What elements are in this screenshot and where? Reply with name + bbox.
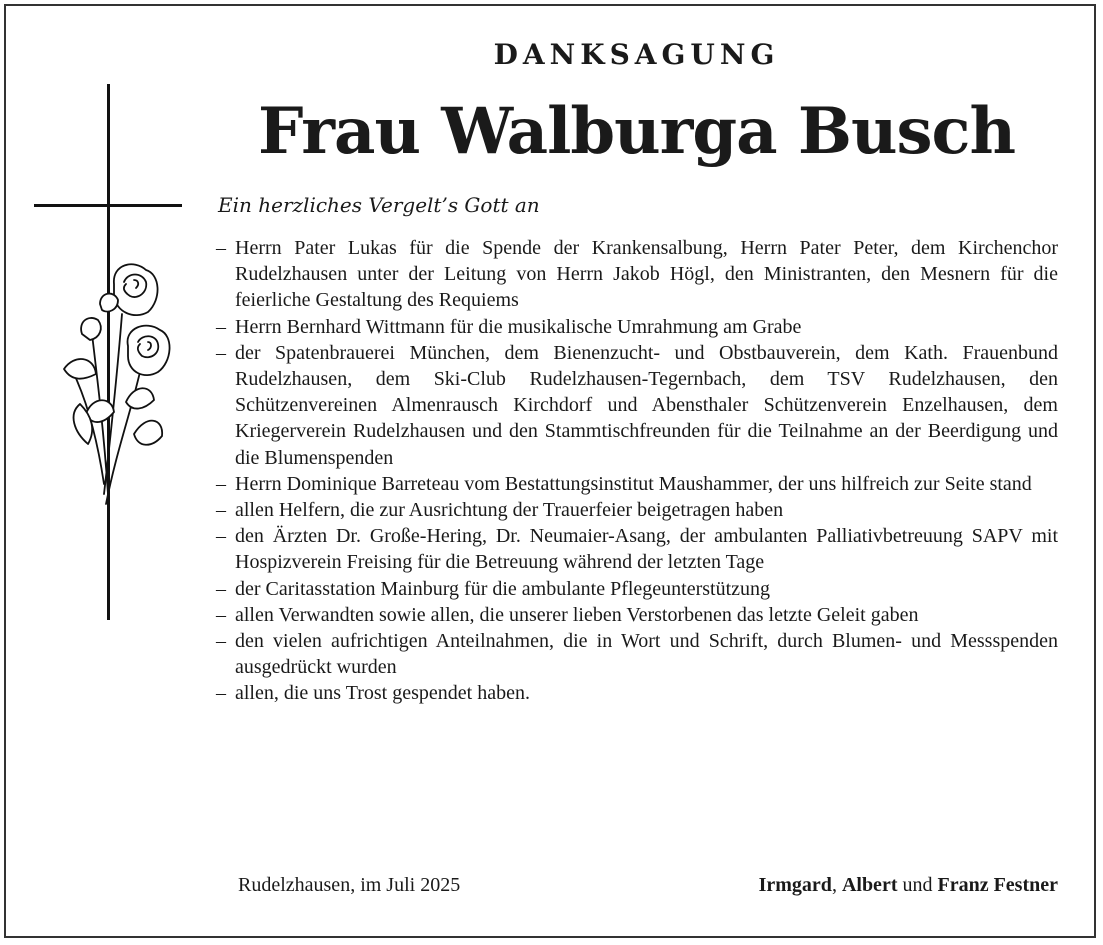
list-item: – der Caritasstation Mainburg für die ambulante Pflegeunterstützung <box>216 577 771 600</box>
list-item: – allen Helfern, die zur Ausrichtung der Trauerfeier beigetragen haben <box>216 499 784 522</box>
list-item: – der Spatenbrauerei München, dem Bienenzucht- und Obstbauverein, dem Kath. Frauenbund Rudelzhausen, dem Ski-Club Rudelzhausen-Tegernbach, dem TSV Rudelzhausen, den Schützenvereinen Almenrausch Kirchdorf und Abensthaler Schützenverein Enzelhausen, dem Kriegerverein Rudelzhausen und den Stammtischfreunden für die Teilnahme an der Beerdigung und die Blumenspenden <box>216 341 1058 469</box>
list-item: – Herrn Dominique Barreteau vom Bestattungsinstitut Maushammer, der uns hilfreich zur Seite stand <box>216 472 1032 495</box>
page-heading: DANKSAGUNG <box>493 38 780 71</box>
signature: Irmgard, Albert und Franz Festner <box>758 874 1058 896</box>
list-item: – allen Verwandten sowie allen, die unserer lieben Verstorbenen das letzte Geleit gaben <box>216 603 919 626</box>
list-item: – den vielen aufrichtigen Anteilnahmen, die in Wort und Schrift, durch Blumen- und Messspenden ausgedrückt wurden <box>216 630 1058 679</box>
list-item: – den Ärzten Dr. Große-Hering, Dr. Neumaier-Asang, der ambulanten Palliativbetreuung SAPV mit Hospizverein Freising für die Betreuung während der letzten Tage <box>216 525 1058 574</box>
intro-line: Ein herzliches Vergelt’s Gott an <box>218 193 540 217</box>
thanks-list <box>216 235 1058 707</box>
place-date: Rudelzhausen, im Juli 2025 <box>238 874 461 896</box>
deceased-name: Frau Walburga Busch <box>257 94 1016 169</box>
list-item: – Herrn Pater Lukas für die Spende der Krankensalbung, Herrn Pater Peter, dem Kirchenchor Rudelzhausen unter der Leitung von Herrn Jakob Högl, den Ministranten, den Mesnern für die feierliche Gestaltung des Requiems <box>216 237 1058 312</box>
roses-icon <box>64 264 170 504</box>
list-item: – Herrn Bernhard Wittmann für die musikalische Umrahmung am Grabe <box>216 315 802 338</box>
list-item: – allen, die uns Trost gespendet haben. <box>216 682 530 705</box>
